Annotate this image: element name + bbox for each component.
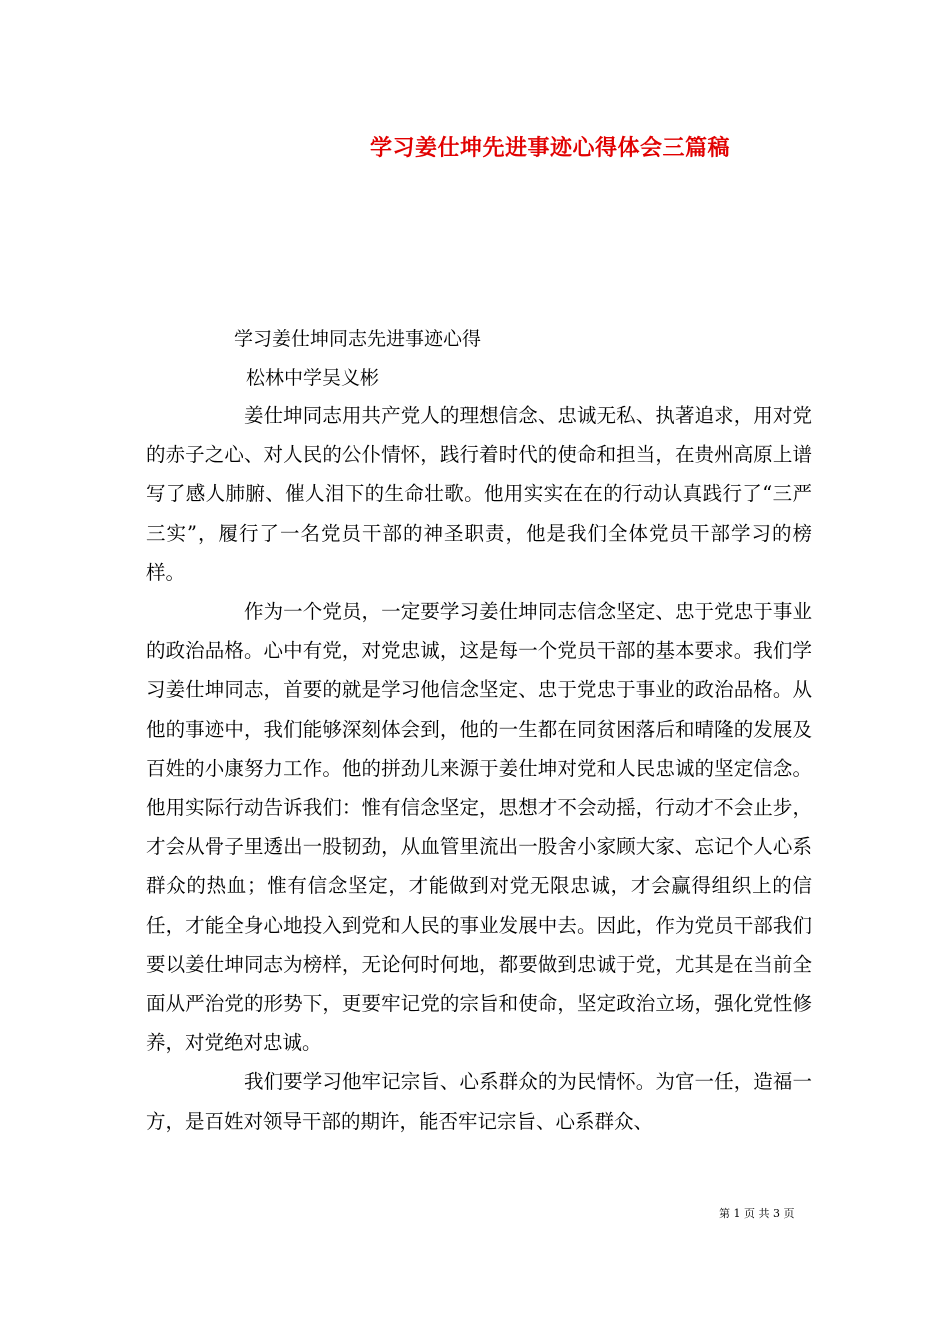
article-body [146,396,812,1141]
paragraph-2: 作为一个党员，一定要学习姜仕坤同志信念坚定、忠于党忠于事业的政治品格。心中有党，对党忠诚，这是每一个党员干部的基本要求。我们学习姜仕坤同志，首要的就是学习他信念坚定、忠于党忠于事业的政治品格。从他的事迹中，我们能够深刻体会到，他的一生都在同贫困落后和晴隆的发展及百姓的小康努力工作。他的拼劲儿来源于姜仕坤对党和人民忠诚的坚定信念。他用实际行动告诉我们：惟有信念坚定，思想才不会动摇，行动才不会止步，才会从骨子里透出一股韧劲，从血管里流出一股舍小家顾大家、忘记个人心系群众的热血；惟有信念坚定，才能做到对党无限忠诚，才会赢得组织上的信任，才能全身心地投入到党和人民的事业发展中去。因此，作为党员干部我们要以姜仕坤同志为榜样，无论何时何地，都要做到忠诚于党，尤其是在当前全面从严治党的形势下，更要牢记党的宗旨和使命，坚定政治立场，强化党性修养，对党绝对忠诚。 [146,600,812,1055]
article-author: 松林中学吴义彬 [246,367,380,389]
article-subtitle: 学习姜仕坤同志先进事迹心得 [234,328,482,350]
page-footer: 第 1 页 共 3 页 [719,1207,795,1220]
paragraph-3: 我们要学习他牢记宗旨、心系群众的为民情怀。为官一任，造福一方，是百姓对领导干部的期许，能否牢记宗旨、心系群众、 [146,1070,812,1133]
paragraph-1: 姜仕坤同志用共产党人的理想信念、忠诚无私、执著追求，用对党的赤子之心、对人民的公仆情怀，践行着时代的使命和担当，在贵州高原上谱写了感人肺腑、催人泪下的生命壮歌。他用实实在在的行动认真践行了“三严三实”，履行了一名党员干部的神圣职责，他是我们全体党员干部学习的榜样。 [146,404,812,584]
document-title: 学习姜仕坤先进事迹心得体会三篇稿 [369,136,730,161]
